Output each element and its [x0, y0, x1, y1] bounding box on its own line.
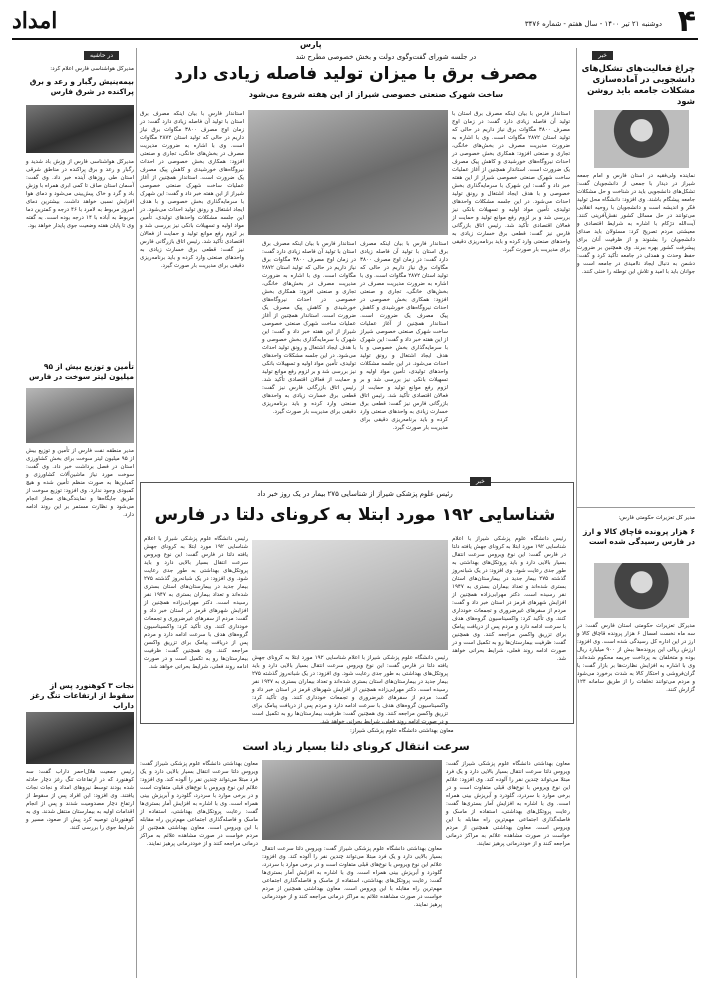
rescue-photo	[26, 712, 134, 764]
lead-body-col2: استاندار فارس با بیان اینکه مصرف برق استان با تولید آن فاصله زیادی دارد گفت: در زمان اوج مصرف ۳۸۰۰ مگاوات برق نیاز داریم در حالی که تولید استان ۲۸۷۲ مگاوات است. وی با اشاره به ضرورت مدیریت مصرف در بخش‌های خانگی، تجاری و صنعتی افزود: همکاری بخش خصوصی در احداث نیروگاه‌های خورشیدی و کاهش پیک مصرف یک ضرورت است. استاندار همچنین از آغاز عملیات ساخت شهرک صنعتی خصوصی شیراز از این هفته خبر داد و گفت: این شهرک با سرمایه‌گذاری بخش خصوصی و با هدف ایجاد اشتغال و رونق تولید احداث می‌شود. در این جلسه مشکلات واحدهای تولیدی، تأمین مواد اولیه و تسهیلات بانکی نیز بررسی شد و بر لزوم رفع موانع تولید و حمایت از فعالان اقتصادی تأکید شد. رئیس اتاق بازرگانی فارس نیز گفت: قطعی برق خسارت زیادی به واحدهای صنعتی وارد کرده و باید برنامه‌ریزی دقیقی برای مدیریت بار صورت گیرد.	[360, 241, 448, 431]
lead-subtitle: ساخت شهرک صنعتی خصوصی شیراز از این هفته شروع می‌شود	[248, 90, 504, 99]
side-news-tag: خبر	[592, 51, 613, 60]
column-rule	[136, 48, 137, 978]
side-mid-body: مدیرکل تعزیرات حکومتی استان فارس گفت: در سه ماه نخست امسال ۶ هزار پرونده قاچاق کالا و ارز در این اداره کل رسیدگی شده است. وی افزود: ارزش ریالی این پرونده‌ها بیش از ۹۰۰ میلیارد ریال بوده و متخلفان به پرداخت جریمه محکوم شده‌اند. وی با اشاره به افزایش نظارت‌ها بر بازار گفت: با گران‌فروشی و احتکار کالا به شدت برخورد می‌شود و مردم می‌توانند تخلفات را از طریق سامانه ۱۲۴ گزارش کنند.	[577, 623, 695, 693]
bottom-title: سرعت انتقال کرونای دلتا بسیار زیاد است	[242, 740, 470, 753]
bottom-body-col3: معاون بهداشتی دانشگاه علوم پزشکی شیراز گفت: ویروس دلتا سرعت انتقال بسیار بالایی دارد و یک فرد مبتلا می‌تواند چندین نفر را آلوده کند. وی افزود: علائم این نوع ویروس با نوع‌های قبلی متفاوت است و در برخی موارد با سردرد، گلودرد و آبریزش بینی همراه است. وی با اشاره به افزایش آمار بستری‌ها گفت: رعایت پروتکل‌های بهداشتی، استفاده از ماسک و فاصله‌گذاری اجتماعی مهم‌ترین راه مقابله با این ویروس است. معاون بهداشتی همچنین از مردم خواست در صورت مشاهده علائم به مراکز درمانی مراجعه کنند و از خوددرمانی پرهیز نمایند.	[140, 761, 258, 847]
lead-title: مصرف برق با میزان تولید فاصله زیادی دارد	[174, 64, 538, 84]
lead-body-col3: استاندار فارس با بیان اینکه مصرف برق استان با تولید آن فاصله زیادی دارد گفت: در زمان اوج مصرف ۳۸۰۰ مگاوات برق نیاز داریم در حالی که تولید استان ۲۸۷۲ مگاوات است. وی با اشاره به ضرورت مدیریت مصرف در بخش‌های خانگی، تجاری و صنعتی افزود: همکاری بخش خصوصی در احداث نیروگاه‌های خورشیدی و کاهش پیک مصرف یک ضرورت است. استاندار همچنین از آغاز عملیات ساخت شهرک صنعتی خصوصی شیراز از این هفته خبر داد و گفت: این شهرک با سرمایه‌گذاری بخش خصوصی و با هدف ایجاد اشتغال و رونق تولید احداث می‌شود. در این جلسه مشکلات واحدهای تولیدی، تأمین مواد اولیه و تسهیلات بانکی نیز بررسی شد و بر لزوم رفع موانع تولید و حمایت از فعالان اقتصادی تأکید شد. رئیس اتاق بازرگانی فارس نیز گفت: قطعی برق خسارت زیادی به واحدهای صنعتی وارد کرده و باید برنامه‌ریزی دقیقی برای مدیریت بار صورت گیرد.	[262, 241, 356, 415]
lead-body-col4: استاندار فارس با بیان اینکه مصرف برق استان با تولید آن فاصله زیادی دارد گفت: در زمان اوج مصرف ۳۸۰۰ مگاوات برق نیاز داریم در حالی که تولید استان ۲۸۷۲ مگاوات است. وی با اشاره به ضرورت مدیریت مصرف در بخش‌های خانگی، تجاری و صنعتی افزود: همکاری بخش خصوصی در احداث نیروگاه‌های خورشیدی و کاهش پیک مصرف یک ضرورت است. استاندار همچنین از آغاز عملیات ساخت شهرک صنعتی خصوصی شیراز از این هفته خبر داد و گفت: این شهرک با سرمایه‌گذاری بخش خصوصی و با هدف ایجاد اشتغال و رونق تولید احداث می‌شود. در این جلسه مشکلات واحدهای تولیدی، تأمین مواد اولیه و تسهیلات بانکی نیز بررسی شد و بر لزوم رفع موانع تولید و حمایت از فعالان اقتصادی تأکید شد. رئیس اتاق بازرگانی فارس نیز گفت: قطعی برق خسارت زیادی به واحدهای صنعتی وارد کرده و باید برنامه‌ریزی دقیقی برای مدیریت بار صورت گیرد.	[140, 111, 245, 269]
meeting-photo	[248, 110, 448, 235]
cleric-photo	[594, 110, 689, 168]
tractor-photo	[26, 388, 134, 443]
weather-photo	[26, 105, 134, 153]
side-top-title: چراغ فعالیت‌های تشکل‌های دانشجویی در آماده‌سازی مشکلات جامعه باید روشن شود	[581, 64, 695, 107]
lead-body-col1: استاندار فارس با بیان اینکه مصرف برق استان با تولید آن فاصله زیادی دارد گفت: در زمان اوج مصرف ۳۸۰۰ مگاوات برق نیاز داریم در حالی که تولید استان ۲۸۷۲ مگاوات است. وی با اشاره به ضرورت مدیریت مصرف در بخش‌های خانگی، تجاری و صنعتی افزود: همکاری بخش خصوصی در احداث نیروگاه‌های خورشیدی و کاهش پیک مصرف یک ضرورت است. استاندار همچنین از آغاز عملیات ساخت شهرک صنعتی خصوصی شیراز از این هفته خبر داد و گفت: این شهرک با سرمایه‌گذاری بخش خصوصی و با هدف ایجاد اشتغال و رونق تولید احداث می‌شود. در این جلسه مشکلات واحدهای تولیدی، تأمین مواد اولیه و تسهیلات بانکی نیز بررسی شد و بر لزوم رفع موانع تولید و حمایت از فعالان اقتصادی تأکید شد. رئیس اتاق بازرگانی فارس نیز گفت: قطعی برق خسارت زیادی به واحدهای صنعتی وارد کرده و باید برنامه‌ریزی دقیقی برای مدیریت بار صورت گیرد.	[452, 111, 570, 253]
left-kicker-1: مدیرکل هواشناسی فارس اعلام کرد:	[50, 66, 134, 72]
left-title-1: بیمه‌ینیش رگبار و رعد و برق پراکنده در شرق فارس	[29, 77, 134, 96]
staff-meeting-photo	[262, 760, 442, 840]
left-body-1: مدیرکل هواشناسی فارس از وزش باد شدید و رگبار و رعد و برق پراکنده در مناطق شرقی استان طی روزهای آینده خبر داد. وی گفت: آسمان استان صاف تا کمی ابری همراه با وزش باد و گرد و خاک پیش‌بینی می‌شود و دمای هوا افزایش نسبی خواهد داشت. بیشترین دمای امروز مربوط به لامرد با ۴۶ درجه و کمترین دما مربوط به آباده با ۱۴ درجه بوده است. به گفته وی تا پایان هفته وضعیت جوی پایدار خواهد بود.	[26, 159, 134, 229]
divider	[577, 507, 695, 508]
bottom-kicker: معاون بهداشتی دانشگاه علوم پزشکی شیراز:	[350, 728, 454, 734]
lead-kicker: در جلسه شورای گفت‌وگوی دولت و بخش خصوصی مطرح شد	[295, 53, 477, 61]
column-rule	[576, 48, 577, 978]
page-number: ۴	[677, 4, 696, 39]
date-line: دوشنبه ۲۱ تیر ۱۴۰۰ - سال هفتم - شماره ۳۴۷۶	[524, 20, 662, 28]
covid-tag: خبر	[470, 477, 491, 486]
covid-kicker: رئیس علوم پزشکی شیراز از شناسایی ۲۷۵ بیمار در یک روز خبر داد	[257, 490, 453, 498]
covid-body-col3: رئیس دانشگاه علوم پزشکی شیراز با اعلام شناسایی ۱۹۲ مورد ابتلا به کرونای جهش یافته دلتا در فارس گفت: این نوع ویروس سرعت انتقال بسیار بالایی دارد و باید پروتکل‌های بهداشتی به طور جدی رعایت شود. وی افزود: در یک شبانه‌روز گذشته ۲۷۵ بیمار جدید در بیمارستان‌های استان بستری شده‌اند و تعداد بیماران بستری به ۱۹۴۷ نفر رسیده است. دکتر مهرابی‌زاده همچنین از افزایش شهرهای قرمز در استان خبر داد و گفت: مردم از سفرهای غیرضروری و تجمعات خودداری کنند. وی تأکید کرد: واکسیناسیون گروه‌های هدف با سرعت ادامه دارد و مردم پس از دریافت پیامک برای تزریق واکسن مراجعه کنند. وی همچنین گفت: ظرفیت بیمارستان‌ها رو به تکمیل است و در صورت ادامه روند فعلی، شرایط بحرانی خواهد شد.	[252, 655, 448, 725]
left-body-3: رئیس جمعیت هلال‌احمر داراب گفت: سه کوهنورد که در ارتفاعات تنگ رغز دچار حادثه شده بودند توسط نیروهای امداد و نجات نجات یافتند. وی افزود: این افراد پس از سقوط از ارتفاع دچار مصدومیت شدند و پس از انجام اقدامات اولیه به بیمارستان منتقل شدند. وی به کوهنوردان توصیه کرد پیش از صعود، مسیر و شرایط جوی را بررسی کنند.	[26, 769, 134, 831]
official-masked-photo	[252, 540, 448, 650]
side-mid-title: ۶ هزار پرونده قاچاق کالا و ارز در فارس رسیدگی شده است	[582, 527, 695, 546]
masthead	[12, 4, 698, 40]
left-tag: در حاشیه	[84, 51, 119, 60]
side-top-body: نماینده ولی‌فقیه در استان فارس و امام جمعه شیراز در دیدار با جمعی از دانشجویان گفت: تشکل‌های دانشجویی باید در شناخت و حل مشکلات جامعه پیشگام باشند. وی افزود: دانشگاه محل تولید فکر و اندیشه است و دانشجویان با روحیه انقلابی می‌توانند در حل مسائل کشور نقش‌آفرینی کنند. آیت‌الله دژکام با اشاره به شرایط اقتصادی و معیشتی مردم تصریح کرد: مسئولان باید صدای دانشجویان را بشنوند و از ظرفیت آنان برای پیشرفت کشور بهره ببرند. وی همچنین بر ضرورت حفظ وحدت و همدلی در جامعه تأکید کرد و گفت: دشمن به دنبال ایجاد ناامیدی در جامعه است و جوانان باید با امید و تلاش این توطئه را خنثی کنند.	[577, 173, 695, 275]
section-label: پارس	[300, 40, 322, 49]
covid-body-col1: رئیس دانشگاه علوم پزشکی شیراز با اعلام شناسایی ۱۹۲ مورد ابتلا به کرونای جهش یافته دلتا در فارس گفت: این نوع ویروس سرعت انتقال بسیار بالایی دارد و باید پروتکل‌های بهداشتی به طور جدی رعایت شود. وی افزود: در یک شبانه‌روز گذشته ۲۷۵ بیمار جدید در بیمارستان‌های استان بستری شده‌اند و تعداد بیماران بستری به ۱۹۴۷ نفر رسیده است. دکتر مهرابی‌زاده همچنین از افزایش شهرهای قرمز در استان خبر داد و گفت: مردم از سفرهای غیرضروری و تجمعات خودداری کنند. وی تأکید کرد: واکسیناسیون گروه‌های هدف با سرعت ادامه دارد و مردم پس از دریافت پیامک برای تزریق واکسن مراجعه کنند. وی همچنین گفت: ظرفیت بیمارستان‌ها رو به تکمیل است و در صورت ادامه روند فعلی، شرایط بحرانی خواهد شد.	[452, 536, 566, 662]
left-body-2: مدیر منطقه نفت فارس از تأمین و توزیع بیش از ۹۵ میلیون لیتر سوخت برای بخش کشاورزی استان در فصل برداشت خبر داد. وی گفت: سوخت مورد نیاز ماشین‌آلات کشاورزی و کمباین‌ها به صورت منظم تأمین شده و هیچ کمبودی وجود ندارد. وی افزود: توزیع سوخت از طریق جایگاه‌ها و نمایندگی‌های مجاز انجام می‌شود و نظارت مستمر بر این روند ادامه دارد.	[26, 448, 134, 518]
covid-body-col2: رئیس دانشگاه علوم پزشکی شیراز با اعلام شناسایی ۱۹۲ مورد ابتلا به کرونای جهش یافته دلتا در فارس گفت: این نوع ویروس سرعت انتقال بسیار بالایی دارد و باید پروتکل‌های بهداشتی به طور جدی رعایت شود. وی افزود: در یک شبانه‌روز گذشته ۲۷۵ بیمار جدید در بیمارستان‌های استان بستری شده‌اند و تعداد بیماران بستری به ۱۹۴۷ نفر رسیده است. دکتر مهرابی‌زاده همچنین از افزایش شهرهای قرمز در استان خبر داد و گفت: مردم از سفرهای غیرضروری و تجمعات خودداری کنند. وی تأکید کرد: واکسیناسیون گروه‌های هدف با سرعت ادامه دارد و مردم پس از دریافت پیامک برای تزریق واکسن مراجعه کنند. وی همچنین گفت: ظرفیت بیمارستان‌ها رو به تکمیل است و در صورت ادامه روند فعلی، شرایط بحرانی خواهد شد.	[144, 536, 248, 670]
left-title-2: تأمین و توزیع بیش از ۹۵ میلیون لیتر سوخت در فارس	[29, 362, 134, 381]
bottom-body-col2: معاون بهداشتی دانشگاه علوم پزشکی شیراز گفت: ویروس دلتا سرعت انتقال بسیار بالایی دارد و یک فرد مبتلا می‌تواند چندین نفر را آلوده کند. وی افزود: علائم این نوع ویروس با نوع‌های قبلی متفاوت است و در برخی موارد با سردرد، گلودرد و آبریزش بینی همراه است. وی با اشاره به افزایش آمار بستری‌ها گفت: رعایت پروتکل‌های بهداشتی، استفاده از ماسک و فاصله‌گذاری اجتماعی مهم‌ترین راه مقابله با این ویروس است. معاون بهداشتی همچنین از مردم خواست در صورت مشاهده علائم به مراکز درمانی مراجعه کنند و از خوددرمانی پرهیز نمایند.	[262, 846, 442, 908]
official-photo	[594, 563, 689, 618]
covid-title: شناسایی ۱۹۲ مورد ابتلا به کرونای دلتا در فارس	[154, 505, 556, 525]
side-mid-kicker: مدیر کل تعزیرات حکومتی فارس:	[618, 515, 695, 521]
newspaper-logo: امداد	[12, 8, 58, 34]
bottom-body-col1: معاون بهداشتی دانشگاه علوم پزشکی شیراز گفت: ویروس دلتا سرعت انتقال بسیار بالایی دارد و یک فرد مبتلا می‌تواند چندین نفر را آلوده کند. وی افزود: علائم این نوع ویروس با نوع‌های قبلی متفاوت است و در برخی موارد با سردرد، گلودرد و آبریزش بینی همراه است. وی با اشاره به افزایش آمار بستری‌ها گفت: رعایت پروتکل‌های بهداشتی، استفاده از ماسک و فاصله‌گذاری اجتماعی مهم‌ترین راه مقابله با این ویروس است. معاون بهداشتی همچنین از مردم خواست در صورت مشاهده علائم به مراکز درمانی مراجعه کنند و از خوددرمانی پرهیز نمایند.	[446, 761, 570, 847]
left-title-3: نجات ۳ کوهنورد پس از سقوط از ارتفاعات تنگ رغز داراب	[30, 681, 134, 710]
